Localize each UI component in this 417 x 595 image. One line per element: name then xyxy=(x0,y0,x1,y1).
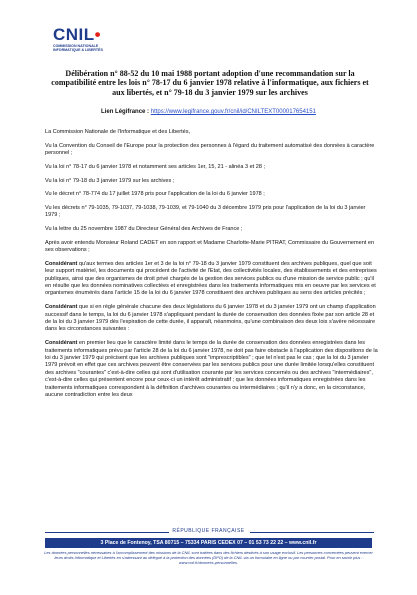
paragraph-5: Vu le décret n° 78-774 du 17 juillet 1978 pris pour l'application de la loi du 6 janvier 1978 ; xyxy=(45,191,265,198)
legifrance-link[interactable]: https://www.legifrance.gouv.fr/cnil/id/CNILTEXT000017654151 xyxy=(150,109,316,115)
document-title: Délibération n° 88-52 du 10 mai 1988 portant adoption d'une recommandation sur la compatibilité entre les lois n° 78-17 du 6 janvier 1978 relative à l'informatique, aux fichiers et aux libertés, et n° 79-18 du 3 janvier 1979 sur les archives xyxy=(51,69,369,97)
paragraph-9-lead: Considérant xyxy=(45,260,78,267)
legifrance-label: Lien Légifrance : xyxy=(101,109,150,115)
legifrance-link-row xyxy=(0,109,417,115)
paragraph-9 xyxy=(45,261,379,298)
paragraph-3: Vu la loi n° 78-17 du 6 janvier 1978 et notamment ses articles 1er, 15, 21 - alinéa 3 et 28 ; xyxy=(45,163,266,170)
paragraph-7: Vu la lettre du 25 novembre 1987 du Directeur Général des Archives de France ; xyxy=(45,226,243,233)
paragraph-10-text: que si en règle générale chacune des deux législations du 6 janvier 1978 et du 3 janvier 1979 ont un champ d'application successif dans le temps, la loi du 6 janvier 1978 s'appliquant pendant la durée de conservation des données fixée par son article 28 et de la loi du 3 janvier 1979 dès l'expiration de cette durée, il apparaît, néanmoins, qu'une combinaison des deux lois s'avère nécessaire dans les circonstances suivantes : xyxy=(45,304,376,333)
paragraph-8: Après avoir entendu Monsieur Roland CADET en son rapport et Madame Charlotte-Marie PITRAT, Commissaire du Gouvernement en ses observations ; xyxy=(45,239,375,254)
paragraph-6: Vu les décrets n° 79-1035, 79-1037, 79-1038, 79-1039, et 79-1040 du 3 décembre 1979 pris pour l'application de la loi du 3 janvier 1979 ; xyxy=(45,204,366,219)
paragraph-11-lead: Considérant xyxy=(45,340,78,347)
paragraph-4: Vu la loi n° 79-18 du 3 janvier 1979 sur les archives ; xyxy=(45,177,175,184)
paragraph-9-text: qu'aux termes des articles 1er et 3 de la loi n° 79-18 du 3 janvier 1979 constituent des archives publiques, quel que soit leur support matériel, les documents qui procèdent de l'activité de l'Etat, des collectivités locales, des établissements et des entreprises publiques, ainsi que des organismes de droit privé chargés de la gestion des services publics ou d'une mission de service public ; qu'il en résulte que les données nominatives collectées et enregistrées dans les traitements informatiques mis en oeuvre par les services et organismes énumérés dans l'article 15 de la loi du 6 janvier 1978 constituent des archives publiques au sens des articles précités ; xyxy=(45,260,377,297)
cnil-logo xyxy=(53,26,113,52)
page-footer xyxy=(0,528,417,565)
paragraph-11-text: en premier lieu que le caractère limité dans le temps de la durée de conservation des données enregistrées dans les traitements informatiques prévu par l'article 28 de la loi du 6 janvier 1978, ne doit pas faire obstacle à l'application des dispositions de la loi du 3 janvier 1979 qui précisent que les archives publiques sont "imprescriptibles" ; que tel n'est pas le cas ; que la loi du 3 janvier 1979 prévoit en effet que ces archives peuvent être conservées par les services publics pour une durée limitée lorsqu'elles constituent des archives "courantes" c'est-à-dire celles qui sont d'utilisation courante par les services concernés ou des archives "intermédiaires", c'est-à-dire celles qui présentent encore pour ceux-ci un intérêt administratif ; que les données informatiques enregistrées dans les traitements informatiques correspondent à la définition d'archives courantes ou intermédiaires ; qu'il n'y a donc, en la circonstance, aucune contradiction entre les deux xyxy=(45,340,378,398)
paragraph-2: Vu la Convention du Conseil de l'Europe pour la protection des personnes à l'égard du traitement automatisé des données à caractère personnel ; xyxy=(45,142,375,157)
republique-label: RÉPUBLIQUE FRANÇAISE xyxy=(169,528,247,534)
footer-address-bar: 3 Place de Fontenoy, TSA 80715 – 75334 PARIS CEDEX 07 – 01 53 73 22 22 – www.cnil.fr xyxy=(45,538,372,548)
paragraph-10 xyxy=(45,304,379,334)
document-body xyxy=(45,129,379,406)
logo-wordmark: CNIL• xyxy=(53,25,102,44)
paragraph-10-lead: Considérant xyxy=(45,304,78,311)
footer-privacy-note: Les données personnelles nécessaires à l'accomplissement des missions de la CNIL sont traitées dans des fichiers destinés à son usage exclusif. Les personnes concernées peuvent exercer leurs droits Informatique et Libertés en s'adressant au délégué à la protection des données (DPO) de la CNIL via un formulaire en ligne ou par courrier postal. Pour en savoir plus : www.cnil.fr/donnees-personnelles. xyxy=(44,550,373,565)
paragraph-1: La Commission Nationale de l'Informatique et des Libertés, xyxy=(45,129,191,135)
footer-rule-right xyxy=(250,532,374,533)
footer-header xyxy=(0,528,417,536)
logo-subtitle: COMMISSION NATIONALE INFORMATIQUE & LIBERTÉS xyxy=(53,44,103,53)
footer-rule-left xyxy=(45,532,169,533)
paragraph-11 xyxy=(45,340,379,399)
